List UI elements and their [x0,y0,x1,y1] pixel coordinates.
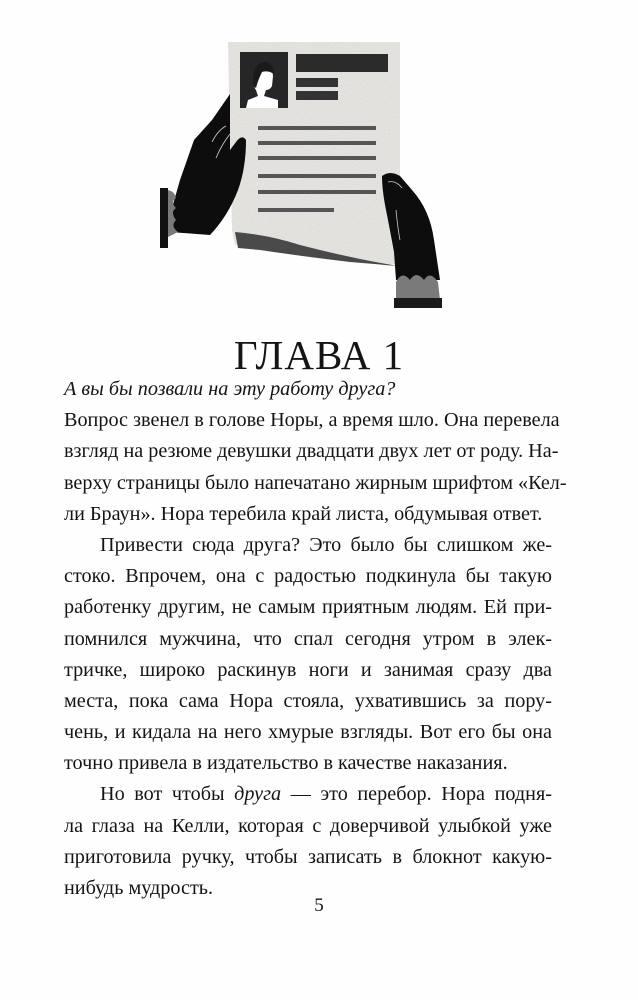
page-number: 5 [314,895,324,916]
text-line: работенку другим, не самым приятным людям. Ей при- [64,596,552,619]
text-line: точно привела в издательство в качестве наказания. [64,752,508,775]
resume-illustration-icon [150,30,470,310]
text-line: Привести сюда друга? Это было бы слишком же- [100,533,552,556]
text-line: А вы бы позвали на эту работу друга? [64,378,396,400]
text-line: нибудь мудрость. [64,877,214,899]
text-fragment: Но вот чтобы [100,783,235,806]
text-line: ла глаза на Келли, которая с доверчивой улыбкой уже [64,814,552,837]
portrait-photo [240,52,288,108]
text-line: Вопрос звенел в голове Норы, а время шло. Она перевела [64,409,560,432]
text-line: стоко. Впрочем, она с радостью подкинула бы такую [64,565,552,588]
text-fragment: — это перебор. Нора подня- [281,783,552,806]
text-line: взгляд на резюме девушки двадцати двух лет от роду. На- [64,440,559,463]
emphasized-word: друга [234,783,282,806]
chapter-body [64,374,567,904]
text-line: верху страницы было напечатано жирным шрифтом «Кел- [64,471,567,494]
text-line: тричке, широко раскинув ноги и занимая сразу два [64,658,552,681]
text-line: места, пока сама Нора стояла, ухватившись за пору- [64,689,552,712]
text-line [64,779,552,810]
chapter-title: ГЛАВА 1 [233,332,405,379]
text-line: чень, и кидала на него хмурые взгляды. Вот его бы она [64,721,552,744]
text-line: приготовила ручку, чтобы записать в блокнот какую- [64,845,552,868]
text-line: помнился мужчина, что спал сегодня утром в элек- [64,627,552,650]
text-line: ли Браун». Нора теребила край листа, обдумывая ответ. [64,502,543,525]
